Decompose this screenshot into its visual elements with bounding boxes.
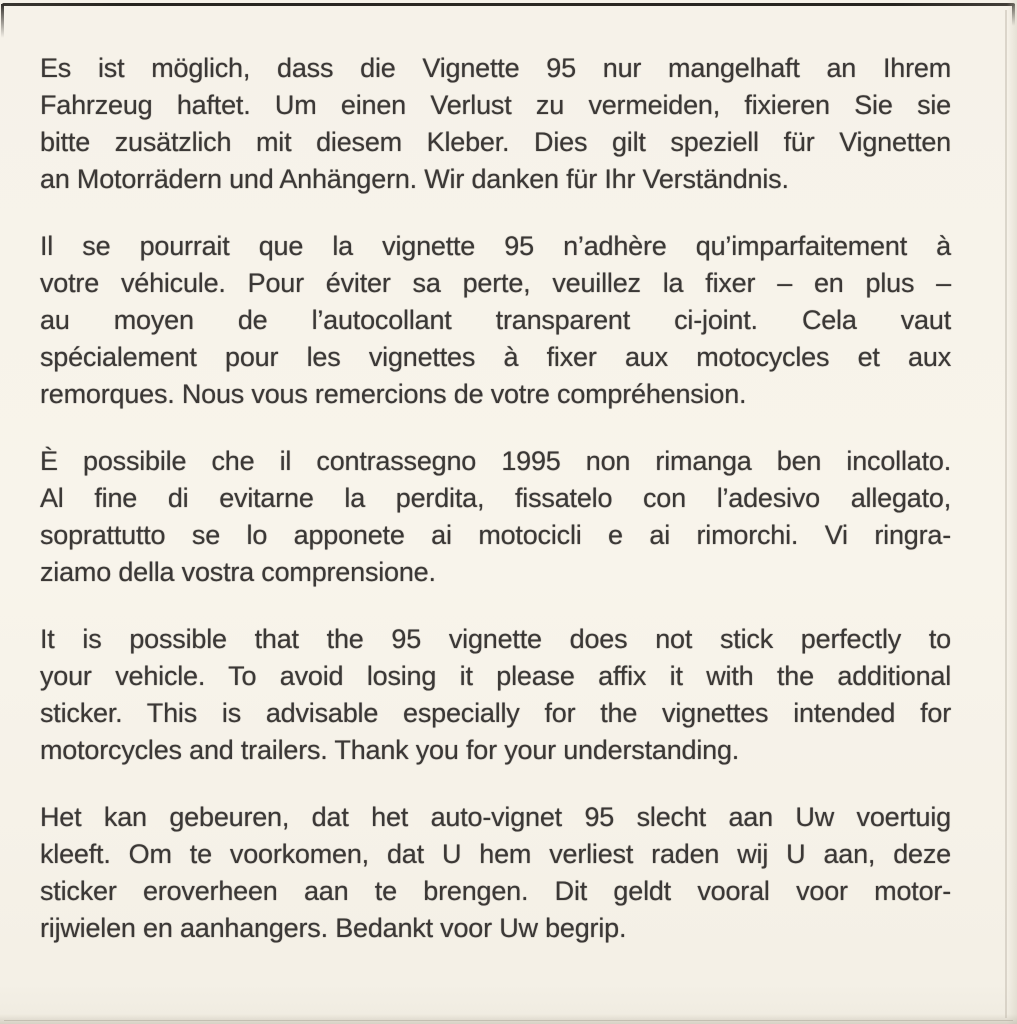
scan-right-shade [1007,0,1017,1024]
text-line: It is possible that the 95 vignette does not stick perfectly to [40,624,951,654]
notice-text [40,50,951,947]
text-line: bitte zusätzlich mit diesem Kleber. Dies gilt speziell für Vignetten [40,127,951,157]
paragraph-french [40,228,951,413]
text-line: your vehicle. To avoid losing it please affix it with the additional [40,661,951,691]
text-line: remorques. Nous vous remercions de votre compréhension. [40,379,747,409]
text-line: rijwielen en aanhangers. Bedankt voor Uw begrip. [40,913,627,943]
text-line: Al fine di evitarne la perdita, fissatelo con l’adesivo allegato, [40,483,951,513]
text-line: an Motorrädern und Anhängern. Wir danken für Ihr Verständnis. [40,164,789,194]
text-line: È possibile che il contrassegno 1995 non rimanga ben incollato. [40,446,951,476]
text-line: au moyen de l’autocollant transparent ci-joint. Cela vaut [40,305,951,335]
text-line: soprattutto se lo apponete ai motocicli e ai rimorchi. Vi ringra- [40,520,951,550]
text-line: kleeft. Om te voorkomen, dat U hem verliest raden wij U aan, deze [40,839,951,869]
text-line: motorcycles and trailers. Thank you for your understanding. [40,735,740,765]
scan-top-edge [2,3,1015,6]
text-line: sticker eroverheen aan te brengen. Dit geldt vooral voor motor- [40,876,951,906]
text-line: Fahrzeug haftet. Um einen Verlust zu vermeiden, fixieren Sie sie [40,90,951,120]
scan-top-left-notch [1,4,4,38]
scan-bottom-shade [0,1014,1017,1024]
text-line: ziamo della vostra comprensione. [40,557,436,587]
text-line: spécialement pour les vignettes à fixer aux motocycles et aux [40,342,951,372]
paragraph-dutch [40,799,951,947]
paragraph-italian [40,443,951,591]
text-line: Es ist möglich, dass die Vignette 95 nur mangelhaft an Ihrem [40,53,951,83]
text-line: Il se pourrait que la vignette 95 n’adhère qu’imparfaitement à [40,231,951,261]
text-line: votre véhicule. Pour éviter sa perte, veuillez la fixer – en plus – [40,268,951,298]
text-line: Het kan gebeuren, dat het auto-vignet 95 slecht aan Uw voertuig [40,802,951,832]
paragraph-english [40,621,951,769]
text-line: sticker. This is advisable especially for the vignettes intended for [40,698,951,728]
paragraph-german [40,50,951,198]
